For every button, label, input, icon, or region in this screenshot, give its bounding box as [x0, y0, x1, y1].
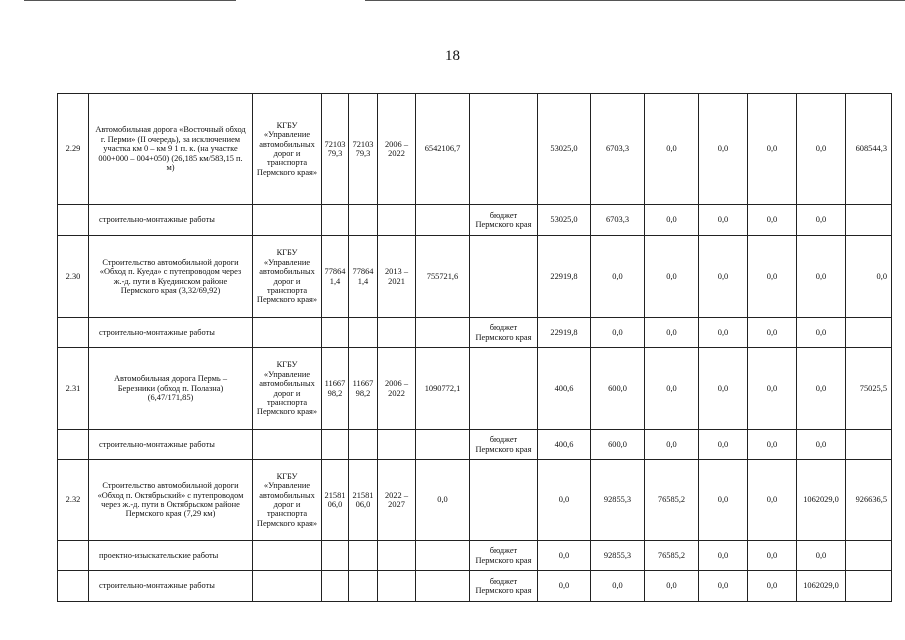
- funding-f1-cell: 53025,0: [538, 94, 591, 205]
- cost-cell: [416, 541, 470, 571]
- row-number-cell: [58, 205, 89, 236]
- table-row-object: [58, 94, 892, 205]
- work-type-cell: строительно-монтажные работы: [89, 571, 253, 602]
- funding-source-cell: [470, 236, 538, 318]
- period-cell: [378, 318, 416, 348]
- funding-f5-cell: 0,0: [748, 318, 797, 348]
- table-row-work: [58, 205, 892, 236]
- funding-f5-cell: 0,0: [748, 430, 797, 460]
- estimated-cost-cell: [349, 541, 378, 571]
- funding-f2-cell: 600,0: [591, 430, 645, 460]
- table-row-object: [58, 236, 892, 318]
- period-cell: [378, 541, 416, 571]
- funding-f5-cell: 0,0: [748, 94, 797, 205]
- funding-f7-cell: 926636,5: [846, 460, 892, 541]
- funding-f4-cell: 0,0: [699, 205, 748, 236]
- object-name-cell: Автомобильная дорога «Восточный обход г. Перми» (II очередь), за исключением участка км 0 – км 9 1 п. к. (на участке 000+000 – 004+050) (26,185 км/583,15 п. м): [89, 94, 253, 205]
- funding-f6-cell: 0,0: [797, 205, 846, 236]
- capacity-cell: [322, 318, 349, 348]
- funding-f6-cell: 1062029,0: [797, 460, 846, 541]
- customer-cell: КГБУ «Управление автомобильных дорог и транспорта Пермского края»: [253, 348, 322, 430]
- capacity-cell: [322, 571, 349, 602]
- funding-f2-cell: 92855,3: [591, 541, 645, 571]
- funding-f4-cell: 0,0: [699, 460, 748, 541]
- cost-cell: [416, 318, 470, 348]
- customer-cell: КГБУ «Управление автомобильных дорог и транспорта Пермского края»: [253, 236, 322, 318]
- top-border-line-right: [365, 0, 905, 1]
- funding-f6-cell: 0,0: [797, 236, 846, 318]
- funding-f7-cell: 0,0: [846, 236, 892, 318]
- object-name-cell: Автомобильная дорога Пермь – Березники (обход п. Полазна) (6,47/171,85): [89, 348, 253, 430]
- funding-source-cell: бюджет Пермского края: [470, 430, 538, 460]
- funding-f2-cell: 600,0: [591, 348, 645, 430]
- capacity-cell: 21581 06,0: [322, 460, 349, 541]
- funding-f7-cell: 608544,3: [846, 94, 892, 205]
- estimated-cost-cell: [349, 318, 378, 348]
- funding-f5-cell: 0,0: [748, 348, 797, 430]
- funding-f2-cell: 0,0: [591, 236, 645, 318]
- funding-source-cell: бюджет Пермского края: [470, 205, 538, 236]
- funding-f2-cell: 6703,3: [591, 205, 645, 236]
- work-type-cell: проектно-изыскательские работы: [89, 541, 253, 571]
- row-number-cell: [58, 430, 89, 460]
- funding-f4-cell: 0,0: [699, 571, 748, 602]
- funding-f5-cell: 0,0: [748, 236, 797, 318]
- funding-f1-cell: 53025,0: [538, 205, 591, 236]
- capacity-cell: [322, 205, 349, 236]
- funding-f1-cell: 22919,8: [538, 236, 591, 318]
- row-number-cell: [58, 318, 89, 348]
- cost-cell: 1090772,1: [416, 348, 470, 430]
- funding-f4-cell: 0,0: [699, 541, 748, 571]
- capacity-cell: [322, 430, 349, 460]
- row-number-cell: 2.31: [58, 348, 89, 430]
- funding-f1-cell: 22919,8: [538, 318, 591, 348]
- capacity-cell: 72103 79,3: [322, 94, 349, 205]
- cost-cell: 6542106,7: [416, 94, 470, 205]
- funding-f3-cell: 0,0: [645, 94, 699, 205]
- funding-f5-cell: 0,0: [748, 571, 797, 602]
- funding-f3-cell: 0,0: [645, 205, 699, 236]
- work-type-cell: строительно-монтажные работы: [89, 430, 253, 460]
- funding-f2-cell: 6703,3: [591, 94, 645, 205]
- funding-f7-cell: [846, 318, 892, 348]
- estimated-cost-cell: [349, 205, 378, 236]
- funding-f7-cell: [846, 205, 892, 236]
- row-number-cell: 2.32: [58, 460, 89, 541]
- estimated-cost-cell: [349, 430, 378, 460]
- funding-f4-cell: 0,0: [699, 318, 748, 348]
- customer-cell: [253, 571, 322, 602]
- estimated-cost-cell: 77864 1,4: [349, 236, 378, 318]
- funding-source-cell: бюджет Пермского края: [470, 571, 538, 602]
- estimated-cost-cell: 21581 06,0: [349, 460, 378, 541]
- funding-f6-cell: 1062029,0: [797, 571, 846, 602]
- funding-f3-cell: 0,0: [645, 348, 699, 430]
- row-number-cell: 2.30: [58, 236, 89, 318]
- funding-f5-cell: 0,0: [748, 205, 797, 236]
- capacity-cell: 11667 98,2: [322, 348, 349, 430]
- cost-cell: [416, 571, 470, 602]
- funding-f6-cell: 0,0: [797, 541, 846, 571]
- funding-f4-cell: 0,0: [699, 348, 748, 430]
- funding-f6-cell: 0,0: [797, 318, 846, 348]
- capacity-cell: 77864 1,4: [322, 236, 349, 318]
- work-type-cell: строительно-монтажные работы: [89, 318, 253, 348]
- customer-cell: [253, 318, 322, 348]
- customer-cell: [253, 205, 322, 236]
- funding-f7-cell: [846, 571, 892, 602]
- funding-f7-cell: [846, 430, 892, 460]
- table-row-object: [58, 348, 892, 430]
- period-cell: 2013 – 2021: [378, 236, 416, 318]
- funding-f3-cell: 0,0: [645, 318, 699, 348]
- funding-f3-cell: 76585,2: [645, 460, 699, 541]
- funding-source-cell: бюджет Пермского края: [470, 541, 538, 571]
- customer-cell: [253, 541, 322, 571]
- funding-source-cell: [470, 460, 538, 541]
- period-cell: [378, 205, 416, 236]
- funding-f4-cell: 0,0: [699, 430, 748, 460]
- funding-f6-cell: 0,0: [797, 348, 846, 430]
- table-row-work: [58, 571, 892, 602]
- page-number: 18: [445, 48, 460, 64]
- estimated-cost-cell: [349, 571, 378, 602]
- table-row-object: [58, 460, 892, 541]
- customer-cell: КГБУ «Управление автомобильных дорог и транспорта Пермского края»: [253, 460, 322, 541]
- funding-f2-cell: 0,0: [591, 318, 645, 348]
- cost-cell: [416, 430, 470, 460]
- period-cell: 2022 – 2027: [378, 460, 416, 541]
- funding-f1-cell: 400,6: [538, 430, 591, 460]
- funding-source-cell: [470, 94, 538, 205]
- funding-f7-cell: [846, 541, 892, 571]
- funding-source-cell: бюджет Пермского края: [470, 318, 538, 348]
- funding-f5-cell: 0,0: [748, 460, 797, 541]
- row-number-cell: [58, 571, 89, 602]
- funding-f2-cell: 0,0: [591, 571, 645, 602]
- cost-cell: 755721,6: [416, 236, 470, 318]
- funding-f5-cell: 0,0: [748, 541, 797, 571]
- customer-cell: КГБУ «Управление автомобильных дорог и транспорта Пермского края»: [253, 94, 322, 205]
- period-cell: [378, 571, 416, 602]
- estimated-cost-cell: 72103 79,3: [349, 94, 378, 205]
- customer-cell: [253, 430, 322, 460]
- funding-f4-cell: 0,0: [699, 94, 748, 205]
- funding-f1-cell: 0,0: [538, 541, 591, 571]
- program-table: [57, 93, 892, 602]
- funding-f1-cell: 400,6: [538, 348, 591, 430]
- funding-f3-cell: 0,0: [645, 236, 699, 318]
- funding-f3-cell: 0,0: [645, 571, 699, 602]
- funding-f3-cell: 76585,2: [645, 541, 699, 571]
- funding-f1-cell: 0,0: [538, 460, 591, 541]
- table-row-work: [58, 541, 892, 571]
- table-row-work: [58, 430, 892, 460]
- period-cell: [378, 430, 416, 460]
- period-cell: 2006 – 2022: [378, 94, 416, 205]
- object-name-cell: Строительство автомобильной дороги «Обход п. Куеда» с путепроводом через ж.-д. пути в Куединском районе Пермского края (3,32/69,92): [89, 236, 253, 318]
- work-type-cell: строительно-монтажные работы: [89, 205, 253, 236]
- cost-cell: [416, 205, 470, 236]
- top-border-line-left: [24, 0, 236, 1]
- funding-f2-cell: 92855,3: [591, 460, 645, 541]
- period-cell: 2006 – 2022: [378, 348, 416, 430]
- funding-f7-cell: 75025,5: [846, 348, 892, 430]
- funding-f6-cell: 0,0: [797, 430, 846, 460]
- cost-cell: 0,0: [416, 460, 470, 541]
- estimated-cost-cell: 11667 98,2: [349, 348, 378, 430]
- table-row-work: [58, 318, 892, 348]
- funding-f6-cell: 0,0: [797, 94, 846, 205]
- capacity-cell: [322, 541, 349, 571]
- funding-f4-cell: 0,0: [699, 236, 748, 318]
- funding-source-cell: [470, 348, 538, 430]
- funding-f3-cell: 0,0: [645, 430, 699, 460]
- row-number-cell: [58, 541, 89, 571]
- object-name-cell: Строительство автомобильной дороги «Обход п. Октябрьский» с путепроводом через ж.-д. пути в Октябрьском районе Пермского края (7,29 км): [89, 460, 253, 541]
- funding-f1-cell: 0,0: [538, 571, 591, 602]
- row-number-cell: 2.29: [58, 94, 89, 205]
